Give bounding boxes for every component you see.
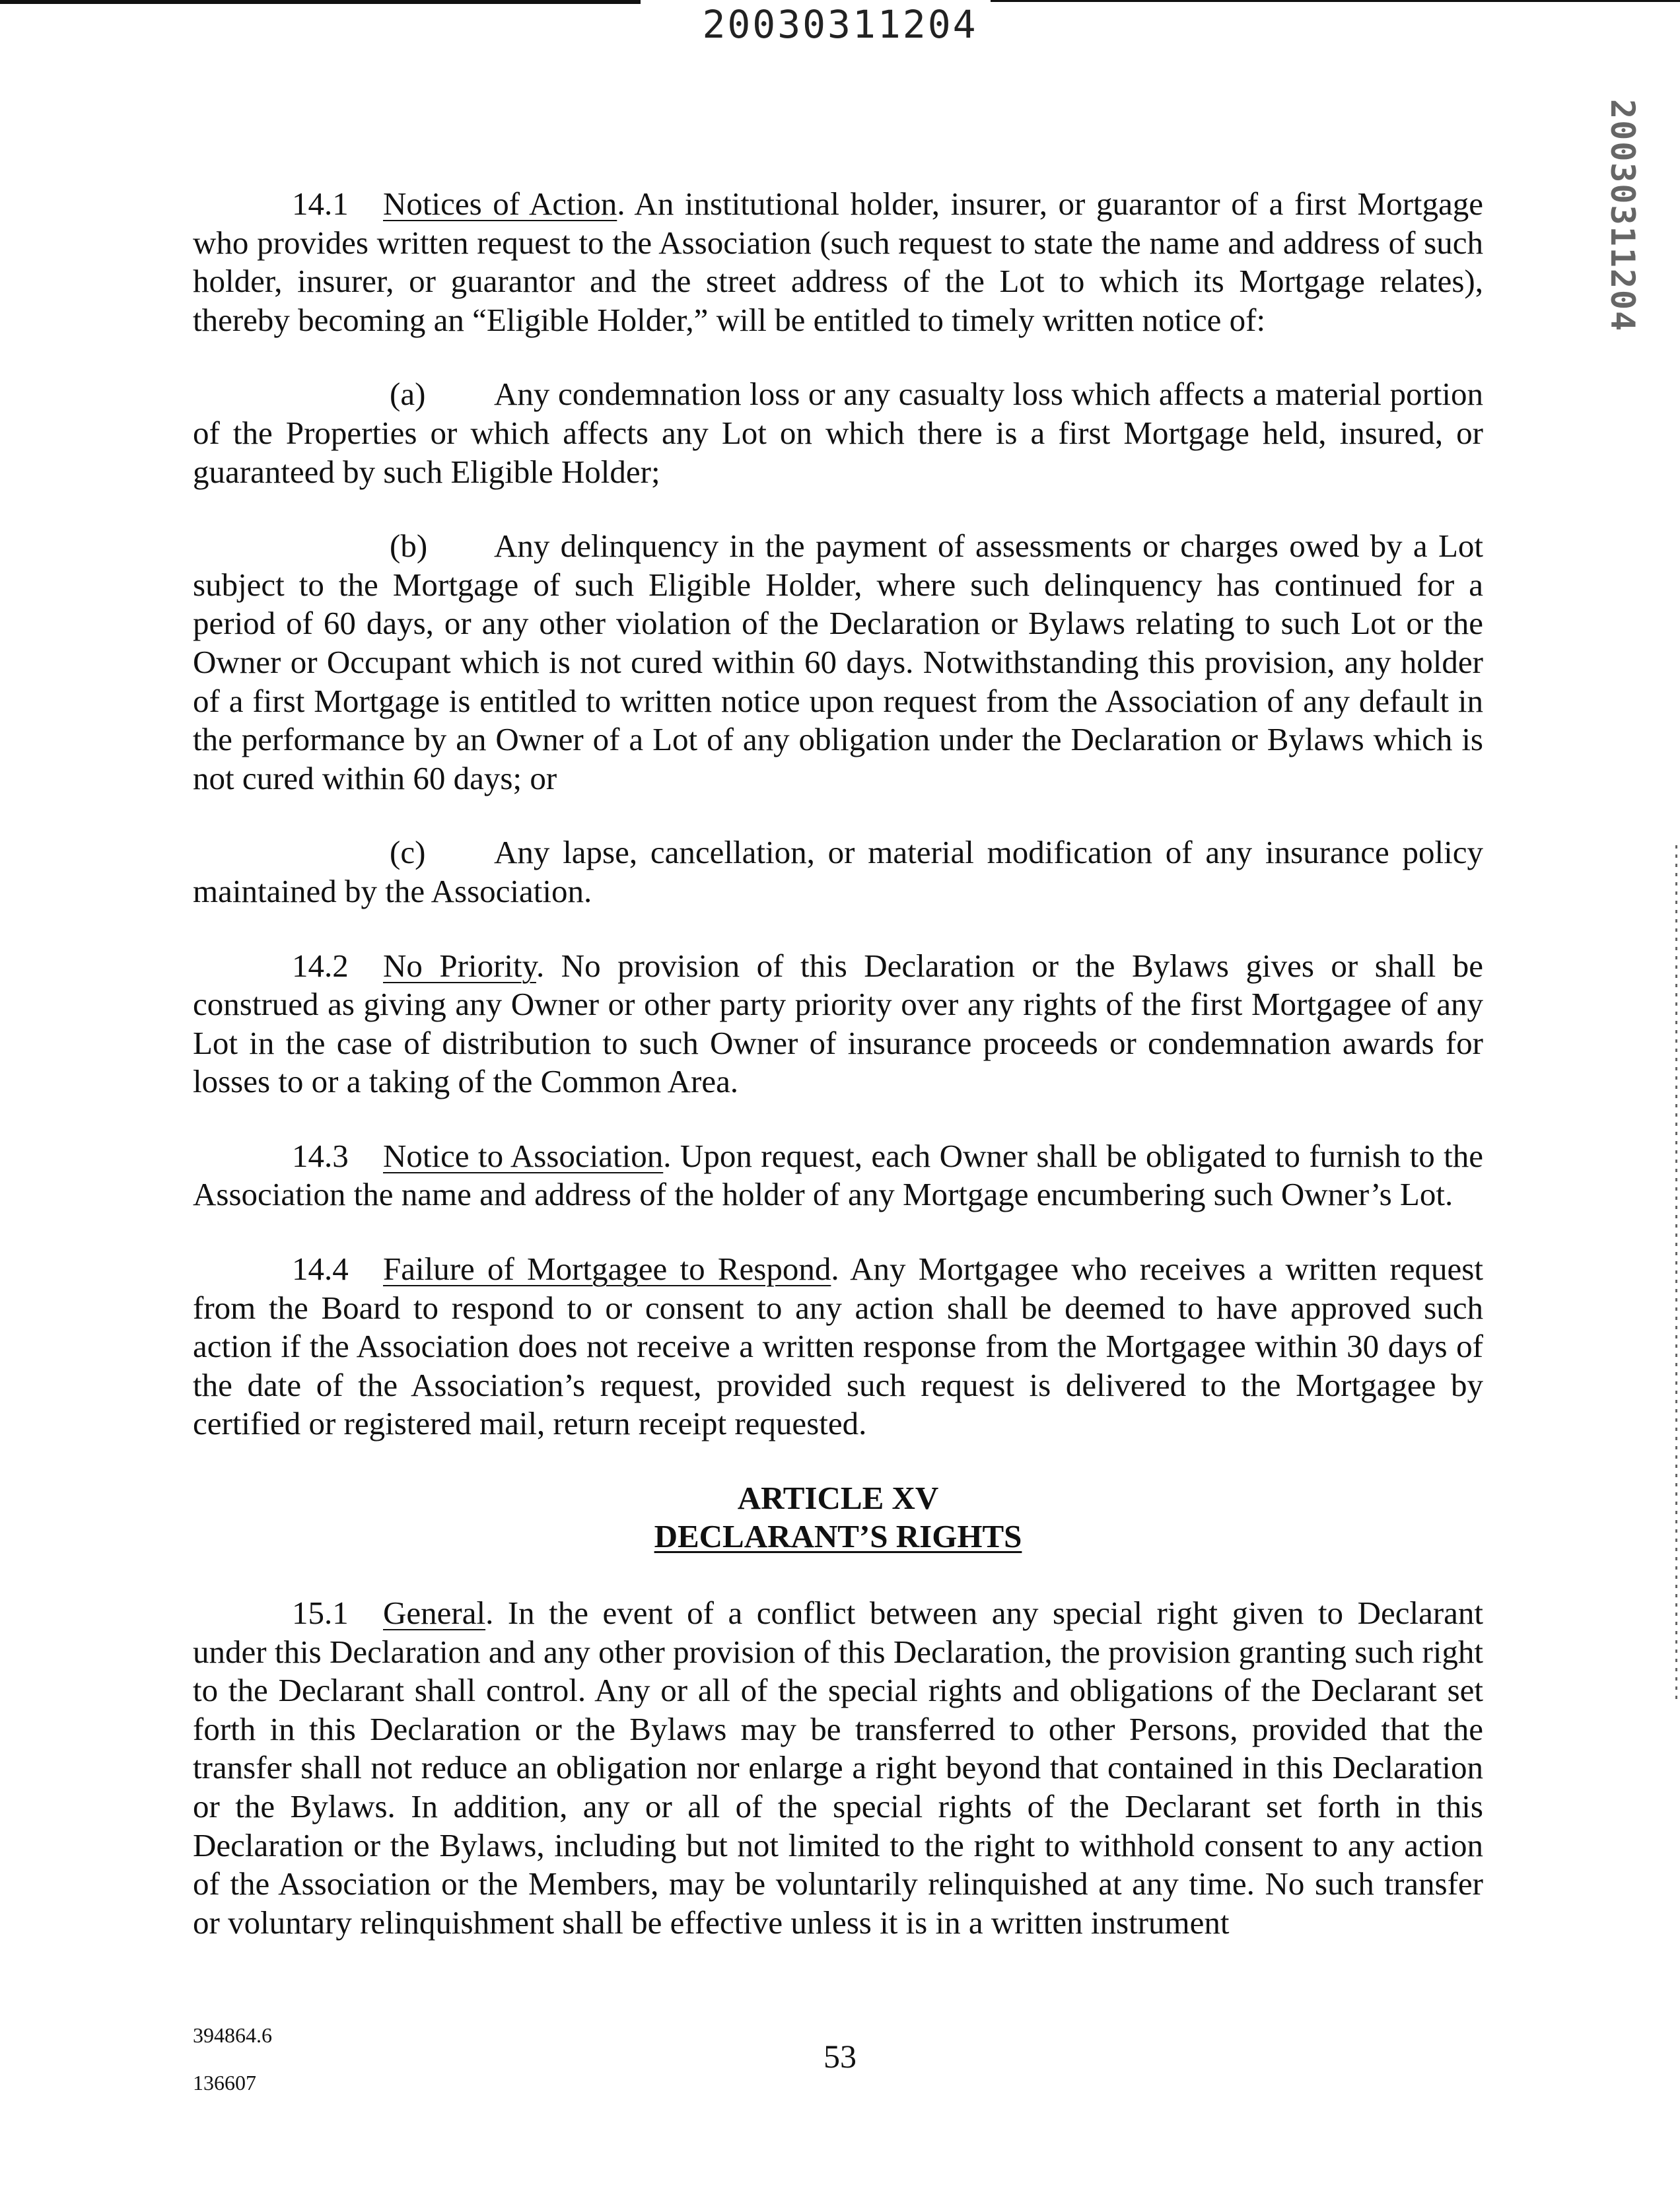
item-text: Any delinquency in the payment of assessments or charges owed by a Lot subject to the Mortgage of such Eligible Holder, where such delinquency has continued for a period of 60 days, or any other violation of the Declaration or Bylaws relating to such Lot or the Owner or Occupant which is not cured within 60 days. Notwithstanding this provision, any holder of a first Mortgage is entitled to written notice upon request from the Association of any default in the performance by an Owner of a Lot of any obligation under the Declaration or Bylaws which is not cured within 60 days; or [193,528,1483,796]
section-14-4 [193,1250,1483,1443]
section-number: 14.4 [292,1251,349,1288]
article-heading [193,1479,1483,1556]
section-14-2 [193,947,1483,1101]
list-item-a [193,375,1483,491]
section-text: . Upon request, each Owner shall be obligated to furnish to the Association the name and address of the holder of any Mortgage encumbering such Owner’s Lot. [193,1137,1483,1213]
section-number: 14.1 [292,186,349,222]
section-text: . In the event of a conflict between any special right given to Declarant under this Declaration and any other provision of this Declaration, the provision granting such right to the Declarant shall control. Any or all of the special rights and obligations of the Declarant set forth in this Declaration or the Bylaws may be transferred to other Persons, provided that the transfer shall not reduce an obligation nor enlarge a right beyond that contained in this Declaration or the Bylaws. In addition, any or all of the special rights of the Declarant set forth in this Declaration or the Bylaws, including but not limited to the right to withhold consent to any action of the Association or the Members, may be voluntarily relinquished at any time. No such transfer or voluntary relinquishment shall be effective unless it is in a written instrument [193,1595,1483,1941]
section-number: 14.2 [292,947,349,984]
section-heading: Notices of Action [383,186,617,222]
item-label: (b) [390,528,428,565]
footer-doc-number: 394864.6 [193,2023,272,2047]
section-heading: Failure of Mortgagee to Respond [383,1251,831,1288]
section-heading: Notice to Association [383,1137,664,1174]
section-heading: General [383,1595,486,1632]
section-number: 15.1 [292,1595,349,1632]
list-item-b [193,527,1483,798]
section-15-1 [193,1594,1483,1942]
recording-number: 20030311204 [702,2,978,47]
article-label: ARTICLE XV [737,1480,939,1517]
scan-edge-dashes [1675,845,1677,1704]
item-text: Any condemnation loss or any casualty loss which affects a material portion of the Properties or which affects any Lot on which there is a first Mortgage held, insured, or guaranteed by such Eligible Holder; [193,376,1483,490]
page-number: 53 [823,2038,857,2075]
document-body [193,185,1483,1978]
section-14-1 [193,185,1483,339]
article-title: DECLARANT’S RIGHTS [654,1518,1022,1555]
footer-client-number: 136607 [193,2071,256,2095]
section-heading: No Priority [383,947,536,984]
list-item-c [193,833,1483,911]
side-recording-stamp: 20030311204 [1603,99,1642,333]
section-14-3 [193,1137,1483,1214]
section-text: . No provision of this Declaration or the Bylaws gives or shall be construed as giving any Owner or other party priority over any rights of the first Mortgagee of any Lot in the case of distribution to such Owner of insurance proceeds or condemnation awards for losses to or a taking of the Common Area. [193,947,1484,1100]
section-text: . Any Mortgagee who receives a written request from the Board to respond to or consent to any action shall be deemed to have approved such action if the Association does not receive a written response from the Mortgagee within 30 days of the date of the Association’s request, provided such request is delivered to the Mortgagee by certified or registered mail, return receipt requested. [193,1251,1483,1442]
item-label: (c) [390,834,426,871]
section-number: 14.3 [292,1137,349,1174]
item-text: Any lapse, cancellation, or material modification of any insurance policy maintained by the Association. [193,834,1483,909]
section-text: . An institutional holder, insurer, or guarantor of a first Mortgage who provides written request to the Association (such request to state the name and address of such holder, insurer, or guarantor and the street address of the Lot to which its Mortgage relates), thereby becoming an “Eligible Holder,” will be entitled to timely written notice of: [193,186,1483,338]
item-label: (a) [390,376,426,413]
